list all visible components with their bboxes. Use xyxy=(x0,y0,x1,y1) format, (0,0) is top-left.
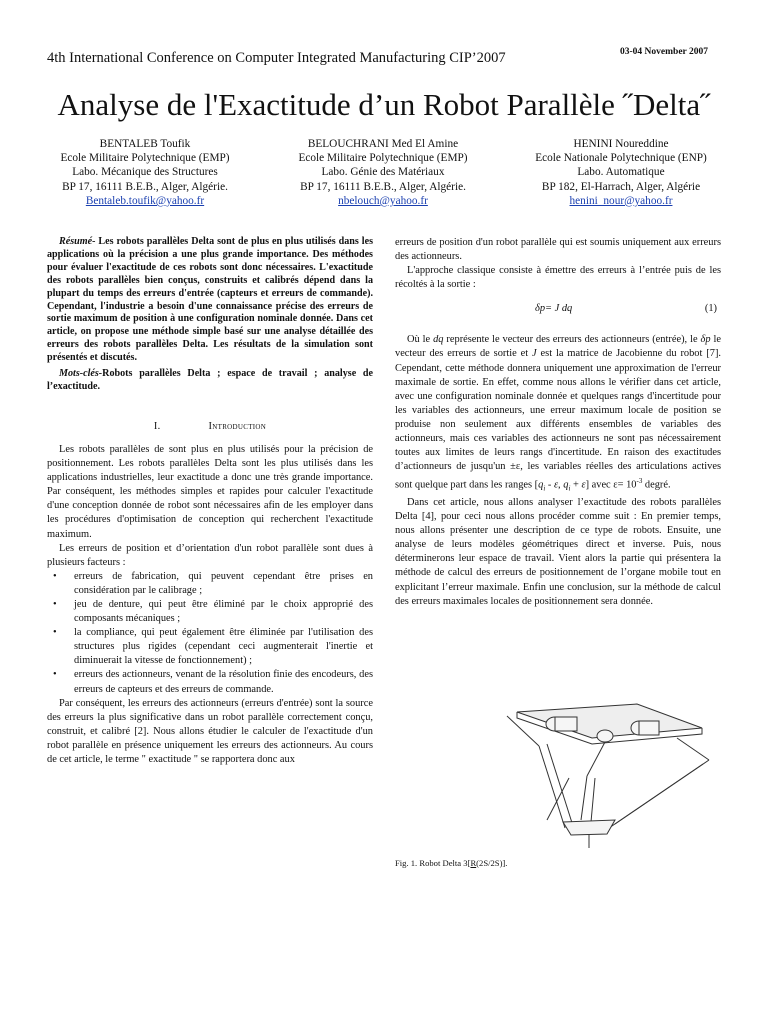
caption-text: (2S/2S)]. xyxy=(476,858,508,868)
author-email-link[interactable]: nbelouch@yahoo.fr xyxy=(338,194,428,207)
text-run: le vecteur des erreurs de sortie et xyxy=(395,334,721,360)
robot-motor xyxy=(597,730,613,742)
section-number: I. xyxy=(153,420,161,432)
list-item: • la compliance, qui peut également être éliminée par l'utilisation des structures plus rigides (cependant ceci augmenterait l'inertie et diminuerait la vitesse de fonctionnement) ; xyxy=(47,626,373,668)
math-q: q xyxy=(563,479,569,491)
keywords-text: Robots parallèles Delta ; espace de travail ; analyse de l’exactitude. xyxy=(47,368,373,392)
caption-text: Fig. 1. Robot Delta 3[ xyxy=(395,858,471,868)
list-item: • erreurs de fabrication, qui peuvent cependant être prises en considération par le calibrage ; xyxy=(47,570,373,598)
section-title: Introduction xyxy=(208,420,267,432)
robot-delta-figure xyxy=(487,698,720,853)
robot-motor-body xyxy=(639,721,659,735)
math-epsilon: ε xyxy=(553,479,559,491)
keywords-label: Mots-clés- xyxy=(59,368,103,380)
abstract xyxy=(47,236,373,365)
author-block-2 xyxy=(258,137,508,208)
author-address: BP 182, El-Harrach, Alger, Algérie xyxy=(541,180,701,193)
abstract-label: Résumé- xyxy=(59,236,96,247)
robot-arm xyxy=(587,742,605,776)
author-name: BELOUCHRANI Med El Amine xyxy=(307,138,459,150)
author-block-1 xyxy=(20,137,270,208)
text-run: est la matrice de Jacobienne du robot [7]. Cependant, cette méthode donnera uniquement une approximation de l'erreur maximale de sortie. En effet, comme nous allons le vérifier dans cet article, avec une configuration nominale donnée et quelques rangs d'incertitude pour les variables des actionneurs, une erreur maximum locale de position se produise non seulement aux différents ensembles de variables des actionneurs, mais ces variables des actionneurs ne sont pas nécessairement toutes aux limites de leurs rangs d'incertitude. En raison des exactitudes d’actionneurs de jusqu'un ±ε, les variables réelles des articulations actives sont quelque part dans les ranges [ xyxy=(395,348,721,491)
robot-motor-body xyxy=(555,717,577,731)
left-column xyxy=(47,236,373,767)
body-paragraph: L'approche classique consiste à émettre des erreurs à l’entrée puis de les récoltés à la sortie : xyxy=(395,265,721,291)
robot-rod xyxy=(581,776,587,820)
equation-1 xyxy=(395,299,721,321)
robot-rod xyxy=(547,778,569,820)
math-dq: dq xyxy=(433,334,444,346)
list-item: • erreurs des actionneurs, venant de la résolution finie des encodeurs, des erreurs de capteurs et des erreurs de commande. xyxy=(47,668,373,696)
author-name: HENINI Noureddine xyxy=(573,138,669,150)
section-heading xyxy=(47,420,373,434)
author-school: Ecole Militaire Polytechnique (EMP) xyxy=(60,152,230,165)
math-exponent: -3 xyxy=(636,477,643,486)
intro-paragraph: Les erreurs de position et d’orientation d'un robot parallèle sont dues à plusieurs facteurs : xyxy=(47,542,373,568)
text-run: , xyxy=(558,479,564,491)
equation-number: (1) xyxy=(704,303,717,315)
right-column xyxy=(395,236,721,609)
text-run: représente le vecteur des erreurs des actionneurs (entrée), le xyxy=(443,334,701,346)
author-lab: Labo. Mécanique des Structures xyxy=(72,166,218,179)
text-run: degré. xyxy=(642,479,671,491)
intro-paragraph: Les robots parallèles de sont plus en plus utilisés pour la précision de positionnement. Les robots parallèles Delta sont les plus utilisés dans les applications industrielles, leur exactitude a donc une très grande importance. Par conséquent, les méthodes simples et rapides pour calculer l'exactitude d'une conception donnée de robot sont nécessaires afin de les employer dans les procédures d'optimisation de conception qui recherchent l'exactitude maximum. xyxy=(47,443,373,540)
list-item: • jeu de denture, qui peut être éliminé par le choix approprié des composants mécaniques ; xyxy=(47,598,373,626)
caption-r: R xyxy=(470,858,477,868)
figure-caption xyxy=(395,858,507,868)
author-lab: Labo. Automatique xyxy=(577,166,665,179)
text-run: Où le xyxy=(407,334,434,346)
conference-date: 03-04 November 2007 xyxy=(620,47,708,57)
math-dp: δp xyxy=(700,334,711,346)
author-address: BP 17, 16111 B.E.B., Alger, Algérie. xyxy=(62,180,228,193)
equation-formula: δp= J dq xyxy=(535,303,573,315)
body-paragraph: Où le dq représente le vecteur des erreurs des actionneurs (entrée), le δp le vecteur des erreurs de sortie et J est la matrice de Jacobienne du robot [7]. Cependant, cette méthode donnera uniquement une approximation de l'erreur maximale de sortie. En effet, comme nous allons le vérifier dans cet article, avec une configuration nominale donnée et quelques rangs d'incertitude pour les variables des actionneurs, une erreur maximum locale de position se produise non seulement aux différents ensembles de variables des actionneurs, mais ces variables des actionneurs ne sont pas nécessairement toutes aux limites de leurs rangs d'incertitude. En raison des exactitudes d’actionneurs de jusqu'un ±ε, les variables réelles des articulations actives sont quelque part dans les ranges [$q_i$ - ε, $q_i + \varepsilon$] avec $\varepsilon= 10^{-3}$ degré. xyxy=(395,334,721,493)
math-epsilon: ε xyxy=(581,479,586,491)
author-school: Ecole Militaire Polytechnique (EMP) xyxy=(298,152,468,165)
intro-paragraph: Par conséquent, les erreurs des actionneurs (erreurs d'entrée) sont la source des erreurs la plus significative dans un robot parallèle correctement conçu, construit, et calibré [2]. Nous allons étudier le calculer de l'exactitude d'un robot parallèle en présence uniquement les erreurs des actionneurs. Au cours de cet article, le terme " exactitude " se rapportera donc aux xyxy=(47,697,373,766)
text-run: ] avec ε= 10 xyxy=(585,479,637,491)
author-lab: Labo. Génie des Matériaux xyxy=(321,166,445,179)
author-name: BENTALEB Toufik xyxy=(99,138,191,150)
author-email-link[interactable]: henini_nour@yahoo.fr xyxy=(569,194,673,207)
author-email-link[interactable]: Bentaleb.toufik@yahoo.fr xyxy=(85,194,205,207)
text-run: - xyxy=(545,479,554,491)
body-paragraph: erreurs de position d'un robot parallèle qui est soumis uniquement aux erreurs des actionneurs. xyxy=(395,237,721,263)
math-q: q xyxy=(538,479,544,491)
robot-rod xyxy=(609,764,703,828)
math-j: J xyxy=(532,348,537,360)
body-paragraph: Dans cet article, nous allons analyser l’exactitude des robots parallèles Delta [4], pour ceci nous allons procéder comme suit : En premier temps, nous allons présenter une description de ce type de robots. Ensuite, une analyse de leurs modèles géométriques direct et inverse. Puis, nous déterminerons leur espace de travail. Vient alors la partie qui présentera la méthode de calcul des erreurs de positionnement de l’organe mobile tout en explicitant l’erreur maximale. Enfin une conclusion, sur la méthode de calcul des erreurs maximales locales de positionnement sera donnée. xyxy=(395,496,721,607)
robot-end-effector xyxy=(563,820,615,835)
conference-header: 4th International Conference on Computer Integrated Manufacturing CIP’2007 xyxy=(47,50,506,66)
paper-title: Analyse de l'Exactitude d’un Robot Parallèle ˝Delta˝ xyxy=(57,87,711,122)
robot-arm xyxy=(677,738,709,760)
robot-rod xyxy=(591,778,595,822)
author-address: BP 17, 16111 B.E.B., Alger, Algérie. xyxy=(300,180,466,193)
text-run: + xyxy=(570,479,582,491)
factor-list xyxy=(47,570,373,697)
author-block-3 xyxy=(496,137,746,208)
author-school: Ecole Nationale Polytechnique (ENP) xyxy=(535,152,707,165)
keywords xyxy=(47,368,373,394)
abstract-text: Les robots parallèles Delta sont de plus en plus utilisés dans les applications où la précision a une plus grande importance. Des méthodes pour évaluer l'exactitude de ces robots sont donc nécessaires. L'exactitude des robots parallèles bien conçus, construits et calibrés dépend dans la plupart du temps des erreurs d'entrée (capteurs et erreurs de commande). Cependant, l'industrie a besoin d'une connaissance précise des erreurs de sortie maximum de position à une configuration nominale donnée. Dans cet article, on propose une méthode simple basé sur une analyse détaillée des erreurs des robots parallèles Delta. Les résultats de la simulation sont présentés et discutés. xyxy=(47,236,373,364)
